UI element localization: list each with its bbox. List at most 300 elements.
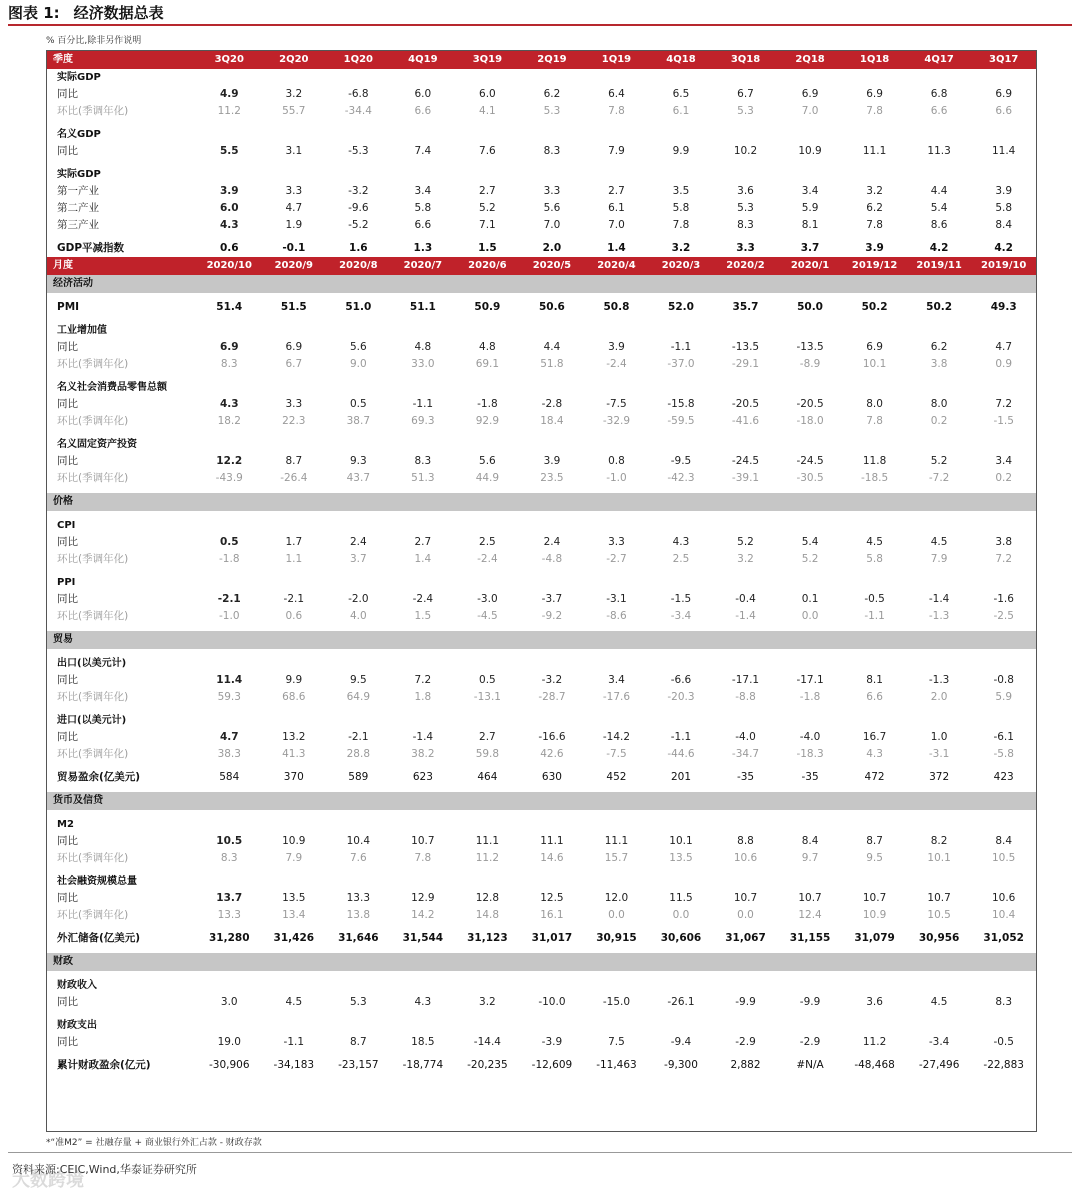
value-cell: -23,157 xyxy=(338,1059,379,1071)
value-cell xyxy=(778,816,843,833)
value-cell: -9.5 xyxy=(670,455,692,467)
value-cell: -1.4 xyxy=(412,731,434,743)
value-cell xyxy=(584,873,649,890)
value-cell: 11.2 xyxy=(862,1036,887,1048)
figure-title xyxy=(8,2,164,22)
value-cell: 0.6 xyxy=(219,242,239,254)
value-cell: -9,300 xyxy=(664,1059,698,1071)
value-cell xyxy=(197,712,262,729)
value-cell: 13.2 xyxy=(282,731,306,743)
value-cell xyxy=(778,977,843,994)
value-cell: 5.9 xyxy=(995,691,1013,703)
value-cell xyxy=(907,126,972,143)
value-cell: -0.5 xyxy=(993,1036,1014,1048)
value-cell xyxy=(649,977,714,994)
data-row xyxy=(47,994,1036,1011)
value-cell: 7.0 xyxy=(801,105,819,117)
value-cell: 7.4 xyxy=(414,145,432,157)
value-cell xyxy=(842,436,907,453)
value-cell xyxy=(649,126,714,143)
value-cell: 5.8 xyxy=(414,202,432,214)
value-cell: 9.5 xyxy=(866,852,883,864)
row-label: 同比 xyxy=(57,731,78,743)
value-cell: 4.7 xyxy=(995,341,1013,353)
value-cell: 6.9 xyxy=(285,341,303,353)
data-row xyxy=(47,339,1036,356)
value-cell xyxy=(197,977,262,994)
value-cell: 30,956 xyxy=(918,932,960,944)
value-cell xyxy=(649,873,714,890)
value-cell: -32.9 xyxy=(602,415,631,427)
value-cell xyxy=(778,322,843,339)
value-cell: 623 xyxy=(412,771,433,783)
value-cell: 7.0 xyxy=(608,219,625,231)
value-cell: 3.9 xyxy=(865,242,884,254)
value-cell: 33.0 xyxy=(411,358,435,370)
value-cell xyxy=(326,436,391,453)
value-cell xyxy=(778,166,843,183)
value-cell xyxy=(907,712,972,729)
data-row xyxy=(47,534,1036,551)
value-cell: 3.6 xyxy=(866,996,883,1008)
value-cell xyxy=(584,69,649,86)
value-cell: -6.1 xyxy=(993,731,1014,743)
value-cell: 49.3 xyxy=(990,301,1017,313)
value-cell: -17.1 xyxy=(731,674,760,686)
value-cell: -12,609 xyxy=(531,1059,573,1071)
value-cell: 8.7 xyxy=(349,1036,367,1048)
value-cell: 13.7 xyxy=(216,892,243,904)
value-cell: 3.5 xyxy=(672,185,690,197)
value-cell: 0.0 xyxy=(737,909,754,921)
value-cell: 3.0 xyxy=(220,996,238,1008)
value-cell: 6.8 xyxy=(930,88,948,100)
row-label: M2 xyxy=(57,819,74,830)
data-row xyxy=(47,689,1036,706)
value-cell: 4.7 xyxy=(285,202,303,214)
value-cell: -1.0 xyxy=(606,472,627,484)
value-cell: 5.6 xyxy=(543,202,561,214)
value-cell: 2.7 xyxy=(608,185,625,197)
value-cell: 9.3 xyxy=(349,455,367,467)
value-cell: 10.1 xyxy=(669,835,693,847)
value-cell: 6.9 xyxy=(801,88,819,100)
value-cell xyxy=(326,322,391,339)
value-cell: 12.2 xyxy=(216,455,243,467)
value-cell xyxy=(907,166,972,183)
value-cell: 5.2 xyxy=(801,553,819,565)
value-cell: 51.3 xyxy=(411,472,435,484)
value-cell: -1.4 xyxy=(928,593,950,605)
row-label: PPI xyxy=(57,577,76,588)
value-cell: 1.4 xyxy=(414,553,432,565)
value-cell xyxy=(713,379,778,396)
value-cell xyxy=(649,322,714,339)
value-cell: 5.8 xyxy=(672,202,690,214)
value-cell xyxy=(520,166,585,183)
group-label-row xyxy=(47,436,1036,453)
value-cell: -41.6 xyxy=(731,415,760,427)
value-cell: -9.4 xyxy=(670,1036,692,1048)
value-cell: 5.6 xyxy=(349,341,367,353)
value-cell: -26.1 xyxy=(667,996,695,1008)
value-cell: -15.8 xyxy=(667,398,695,410)
value-cell: -37.0 xyxy=(667,358,695,370)
value-cell xyxy=(649,574,714,591)
header-period: 2020/1 xyxy=(778,257,843,275)
value-cell: -5.2 xyxy=(348,219,369,231)
value-cell xyxy=(520,574,585,591)
data-row xyxy=(47,833,1036,850)
value-cell xyxy=(520,69,585,86)
value-cell xyxy=(197,436,262,453)
value-cell xyxy=(842,322,907,339)
value-cell xyxy=(391,712,456,729)
value-cell xyxy=(584,126,649,143)
value-cell: 6.2 xyxy=(543,88,561,100)
value-cell xyxy=(971,1017,1036,1034)
value-cell xyxy=(197,816,262,833)
value-cell: 59.3 xyxy=(217,691,241,703)
value-cell: 10.7 xyxy=(862,892,887,904)
value-cell xyxy=(262,1017,327,1034)
value-cell xyxy=(584,977,649,994)
value-cell: 51.0 xyxy=(345,301,372,313)
value-cell: 69.3 xyxy=(411,415,435,427)
value-cell: 4.3 xyxy=(219,219,239,231)
value-cell: 52.0 xyxy=(668,301,694,313)
value-cell xyxy=(971,712,1036,729)
section-title: 财政 xyxy=(47,953,1036,971)
value-cell: 12.5 xyxy=(540,892,564,904)
value-cell xyxy=(842,1017,907,1034)
row-label: 同比 xyxy=(57,455,78,467)
value-cell: 11.1 xyxy=(604,835,629,847)
value-cell: 31,067 xyxy=(725,932,766,944)
value-cell xyxy=(649,816,714,833)
value-cell: 0.1 xyxy=(801,593,819,605)
row-label: 同比 xyxy=(57,398,78,410)
value-cell: 11.1 xyxy=(540,835,564,847)
data-row xyxy=(47,143,1036,160)
value-cell: -4.8 xyxy=(541,553,563,565)
value-cell xyxy=(713,712,778,729)
value-cell: 11.8 xyxy=(862,455,887,467)
value-cell: -20.3 xyxy=(667,691,695,703)
value-cell: 5.3 xyxy=(737,202,754,214)
value-cell xyxy=(907,816,972,833)
value-cell: 3.4 xyxy=(801,185,819,197)
value-cell: -1.0 xyxy=(219,610,240,622)
header-period: 3Q18 xyxy=(713,51,778,69)
value-cell: 3.4 xyxy=(995,455,1013,467)
value-cell: 8.3 xyxy=(543,145,561,157)
value-cell: 423 xyxy=(993,771,1014,783)
group-label-row xyxy=(47,574,1036,591)
bottom-rule xyxy=(8,1152,1072,1153)
value-cell: -3.2 xyxy=(541,674,563,686)
value-cell: 14.8 xyxy=(475,909,500,921)
value-cell: 68.6 xyxy=(282,691,306,703)
value-cell: -7.5 xyxy=(606,398,627,410)
value-cell: 9.0 xyxy=(349,358,367,370)
value-cell: 10.7 xyxy=(733,892,758,904)
value-cell: 5.2 xyxy=(479,202,496,214)
value-cell: -16.6 xyxy=(538,731,566,743)
value-cell xyxy=(326,517,391,534)
group-label-row xyxy=(47,712,1036,729)
value-cell xyxy=(649,436,714,453)
value-cell: 12.8 xyxy=(475,892,500,904)
value-cell xyxy=(326,1017,391,1034)
value-cell: 30,606 xyxy=(660,932,702,944)
value-cell: 3.8 xyxy=(930,358,948,370)
section-header xyxy=(47,953,1036,971)
value-cell: 13.5 xyxy=(669,852,693,864)
value-cell: 9.7 xyxy=(801,852,819,864)
header-period: 3Q17 xyxy=(971,51,1036,69)
header-period: 2Q20 xyxy=(262,51,327,69)
group-label-row xyxy=(47,655,1036,672)
value-cell xyxy=(713,517,778,534)
value-cell xyxy=(262,436,327,453)
value-cell: 6.5 xyxy=(672,88,690,100)
value-cell: 1.1 xyxy=(285,553,303,565)
value-cell: 6.6 xyxy=(930,105,948,117)
value-cell: 0.0 xyxy=(672,909,690,921)
value-cell: -3.2 xyxy=(348,185,369,197)
value-cell: 8.0 xyxy=(866,398,883,410)
value-cell: -17.1 xyxy=(796,674,824,686)
value-cell: -9.2 xyxy=(541,610,563,622)
value-cell: 7.0 xyxy=(543,219,561,231)
value-cell: 5.8 xyxy=(866,553,883,565)
group-label-row xyxy=(47,1017,1036,1034)
header-period: 4Q18 xyxy=(649,51,714,69)
value-cell: 31,155 xyxy=(789,932,831,944)
value-cell xyxy=(391,166,456,183)
value-cell: 10.6 xyxy=(733,852,758,864)
value-cell: 10.7 xyxy=(411,835,435,847)
row-label: 第二产业 xyxy=(57,202,99,214)
value-cell: 3.3 xyxy=(736,242,755,254)
value-cell: 50.2 xyxy=(861,301,888,313)
data-row xyxy=(47,672,1036,689)
data-row xyxy=(47,470,1036,487)
value-cell: 8.3 xyxy=(414,455,432,467)
value-cell xyxy=(455,574,520,591)
value-cell xyxy=(842,166,907,183)
header-period: 2020/5 xyxy=(520,257,585,275)
value-cell xyxy=(262,166,327,183)
section-title: 货币及信贷 xyxy=(47,792,1036,810)
value-cell: 589 xyxy=(348,771,369,783)
value-cell: 4.3 xyxy=(219,398,239,410)
value-cell: -1.1 xyxy=(412,398,434,410)
value-cell: -34.4 xyxy=(344,105,372,117)
row-label: 环比(季调年化) xyxy=(57,691,129,703)
value-cell xyxy=(262,322,327,339)
value-cell xyxy=(778,436,843,453)
unit-note: % 百分比,除非另作说明 xyxy=(46,36,142,46)
value-cell xyxy=(455,1017,520,1034)
value-cell xyxy=(326,977,391,994)
value-cell: 6.6 xyxy=(995,105,1013,117)
value-cell xyxy=(455,322,520,339)
value-cell: -1.8 xyxy=(477,398,498,410)
value-cell: 1.4 xyxy=(607,242,626,254)
value-cell: 6.9 xyxy=(219,341,239,353)
value-cell: -14.4 xyxy=(473,1036,501,1048)
value-cell: 92.9 xyxy=(475,415,500,427)
value-cell: 3.2 xyxy=(671,242,691,254)
value-cell: 6.6 xyxy=(414,219,432,231)
row-label: 社会融资规模总量 xyxy=(57,876,137,887)
row-label: 同比 xyxy=(57,88,78,100)
value-cell: 0.5 xyxy=(349,398,367,410)
value-cell: 10.4 xyxy=(346,835,371,847)
value-cell: -48,468 xyxy=(854,1059,895,1071)
value-cell: 5.3 xyxy=(543,105,561,117)
data-row xyxy=(47,217,1036,234)
value-cell: -44.6 xyxy=(667,748,695,760)
value-cell xyxy=(391,873,456,890)
title-rule xyxy=(8,24,1072,26)
value-cell: 3.7 xyxy=(800,242,820,254)
header-label: 季度 xyxy=(47,51,197,69)
value-cell xyxy=(262,574,327,591)
value-cell: 0.9 xyxy=(995,358,1013,370)
value-cell xyxy=(907,436,972,453)
value-cell: 6.9 xyxy=(866,88,883,100)
value-cell: 41.3 xyxy=(282,748,306,760)
value-cell: 31,017 xyxy=(531,932,573,944)
value-cell: -2.7 xyxy=(606,553,627,565)
value-cell: 6.6 xyxy=(414,105,432,117)
value-cell: 1.6 xyxy=(349,242,368,254)
value-cell xyxy=(455,126,520,143)
value-cell: -5.3 xyxy=(348,145,369,157)
value-cell xyxy=(391,69,456,86)
value-cell xyxy=(971,517,1036,534)
value-cell: -2.1 xyxy=(348,731,369,743)
value-cell: 7.9 xyxy=(608,145,625,157)
row-label: 同比 xyxy=(57,593,78,605)
row-label: 第三产业 xyxy=(57,219,99,231)
value-cell: 11.4 xyxy=(216,674,243,686)
value-cell: 44.9 xyxy=(475,472,500,484)
header-period: 4Q19 xyxy=(391,51,456,69)
value-cell xyxy=(649,712,714,729)
value-cell: 3.9 xyxy=(995,185,1013,197)
data-row xyxy=(47,240,1036,257)
data-row xyxy=(47,453,1036,470)
value-cell: 0.2 xyxy=(995,472,1013,484)
value-cell: -2.4 xyxy=(412,593,434,605)
value-cell xyxy=(391,816,456,833)
value-cell: 3.2 xyxy=(737,553,754,565)
value-cell xyxy=(584,166,649,183)
header-period: 4Q17 xyxy=(907,51,972,69)
value-cell: 6.9 xyxy=(995,88,1013,100)
value-cell: -34.7 xyxy=(731,748,760,760)
value-cell xyxy=(391,436,456,453)
value-cell: -18,774 xyxy=(402,1059,444,1071)
value-cell: 0.6 xyxy=(285,610,303,622)
value-cell xyxy=(520,126,585,143)
value-cell: 11.3 xyxy=(927,145,951,157)
value-cell: 4.4 xyxy=(930,185,948,197)
value-cell: 8.4 xyxy=(995,835,1013,847)
value-cell xyxy=(971,977,1036,994)
value-cell: -4.0 xyxy=(799,731,821,743)
value-cell: -3.4 xyxy=(670,610,692,622)
value-cell: -3.0 xyxy=(477,593,498,605)
value-cell xyxy=(197,517,262,534)
value-cell xyxy=(326,69,391,86)
value-cell: -4.0 xyxy=(735,731,756,743)
value-cell: 4.3 xyxy=(414,996,432,1008)
value-cell: 10.1 xyxy=(862,358,887,370)
value-cell: 8.2 xyxy=(930,835,948,847)
header-period: 1Q20 xyxy=(326,51,391,69)
value-cell: -0.5 xyxy=(864,593,885,605)
value-cell xyxy=(520,816,585,833)
value-cell xyxy=(520,977,585,994)
value-cell xyxy=(971,655,1036,672)
value-cell: 4.4 xyxy=(543,341,561,353)
value-cell: -14.2 xyxy=(602,731,631,743)
value-cell: 7.9 xyxy=(930,553,948,565)
value-cell: 1.3 xyxy=(413,242,433,254)
value-cell: -2.8 xyxy=(541,398,563,410)
value-cell: 6.1 xyxy=(672,105,690,117)
value-cell: 5.8 xyxy=(995,202,1013,214)
value-cell xyxy=(713,574,778,591)
value-cell: 43.7 xyxy=(346,472,371,484)
row-label: 同比 xyxy=(57,536,78,548)
value-cell: 6.1 xyxy=(608,202,625,214)
value-cell xyxy=(713,166,778,183)
value-cell xyxy=(455,873,520,890)
value-cell: 59.8 xyxy=(475,748,500,760)
value-cell xyxy=(713,977,778,994)
value-cell: 8.8 xyxy=(737,835,754,847)
value-cell: 3.4 xyxy=(608,674,625,686)
value-cell: -18.3 xyxy=(796,748,824,760)
value-cell: 4.8 xyxy=(479,341,496,353)
value-cell: 7.8 xyxy=(866,219,883,231)
value-cell xyxy=(842,379,907,396)
value-cell xyxy=(391,977,456,994)
value-cell: 8.4 xyxy=(801,835,819,847)
header-period: 2020/10 xyxy=(197,257,262,275)
value-cell: 7.1 xyxy=(479,219,496,231)
value-cell: 14.6 xyxy=(540,852,564,864)
value-cell: #N/A xyxy=(796,1059,824,1071)
row-label: 同比 xyxy=(57,145,78,157)
value-cell: -1.3 xyxy=(928,674,950,686)
data-row xyxy=(47,591,1036,608)
value-cell xyxy=(778,1017,843,1034)
value-cell xyxy=(197,574,262,591)
header-period: 2Q18 xyxy=(778,51,843,69)
value-cell xyxy=(455,69,520,86)
value-cell xyxy=(197,379,262,396)
value-cell xyxy=(455,517,520,534)
value-cell: 0.2 xyxy=(930,415,948,427)
row-label: 第一产业 xyxy=(57,185,99,197)
